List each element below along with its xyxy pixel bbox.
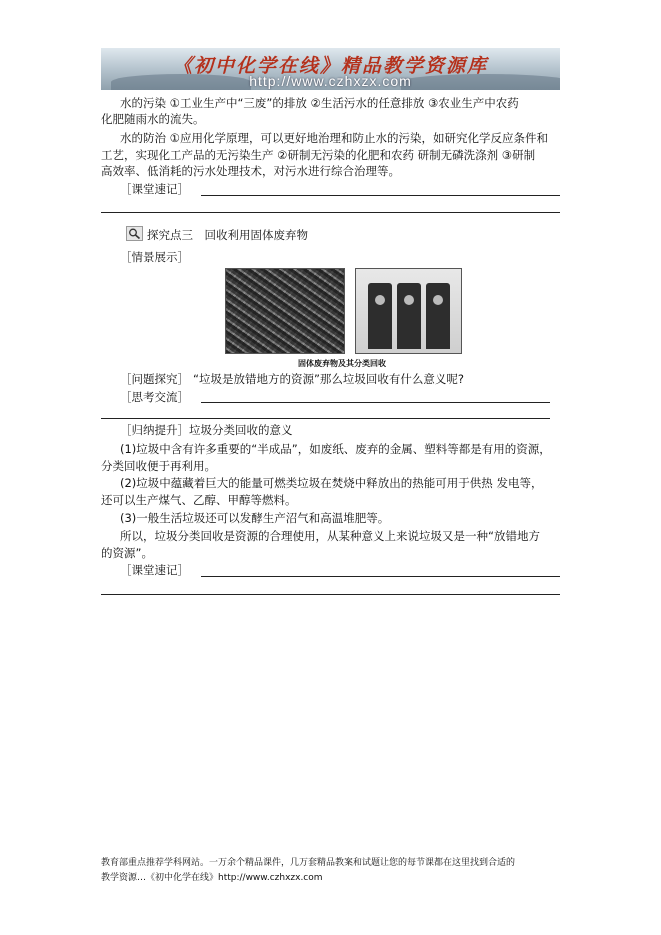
note-label-1: ［课堂速记］ <box>120 182 189 196</box>
summary-p1-line-2: 分类回收便于再利用。 <box>101 459 216 473</box>
footer-line-1: 教育部重点推荐学科网站。一万余个精品课件，几万套精品教案和试题让您的每节课都在这里找到合适的 <box>101 858 516 868</box>
summary-p3-line-1: (3)一般生活垃圾还可以发酵生产沼气和高温堆肥等。 <box>120 511 390 525</box>
note-line <box>201 195 560 196</box>
waste-pile-photo <box>225 268 345 354</box>
bin-icon <box>397 283 421 349</box>
summary-p4-line-2: 的资源”。 <box>101 546 153 560</box>
answer-line <box>201 402 550 403</box>
note-line <box>201 576 560 577</box>
note-line <box>101 594 560 595</box>
banner-url[interactable]: http://www.czhxzx.com <box>249 73 412 89</box>
magnifier-icon <box>126 226 143 241</box>
water-prevention-line-2: 工艺，实现化工产品的无污染生产 ②研制无污染的化肥和农药 研制无磷洗涤剂 ③研制 <box>101 148 536 162</box>
banner-title: 《初中化学在线》精品教学资源库 <box>172 55 488 77</box>
note-line <box>101 212 560 213</box>
header-banner <box>101 48 560 90</box>
photo-caption: 固体废弃物及其分类回收 <box>298 359 386 368</box>
bin-icon <box>368 283 392 349</box>
summary-p4-line-1: 所以，垃圾分类回收是资源的合理使用，从某种意义上来说垃圾又是一种“放错地方 <box>120 529 540 543</box>
water-prevention-line-3: 高效率、低消耗的污水处理技术，对污水进行综合治理等。 <box>101 164 400 178</box>
answer-line <box>101 418 550 419</box>
think-label: ［思考交流］ <box>120 390 189 404</box>
summary-p2-line-2: 还可以生产煤气、乙醇、甲醇等燃料。 <box>101 493 297 507</box>
summary-p2-line-1: (2)垃圾中蕴藏着巨大的能量可燃类垃圾在焚烧中释放出的热能可用于供热 发电等， <box>120 476 543 490</box>
section-title: 探究点三 回收利用固体废弃物 <box>147 228 308 242</box>
scene-label: ［情景展示］ <box>120 250 189 264</box>
water-pollution-line-1: 水的污染 ①工业生产中“三废”的排放 ②生活污水的任意排放 ③农业生产中农药 <box>120 96 519 110</box>
recycling-bins-photo <box>355 268 462 354</box>
question-text: “垃圾是放错地方的资源”那么垃圾回收有什么意义呢? <box>193 372 465 386</box>
bin-icon <box>426 283 450 349</box>
water-prevention-line-1: 水的防治 ①应用化学原理，可以更好地治理和防止水的污染，如研究化学反应条件和 <box>120 131 548 145</box>
footer-line-2[interactable]: 教学资源…《初中化学在线》http://www.czhxzx.com <box>101 873 323 883</box>
water-pollution-line-2: 化肥随雨水的流失。 <box>101 112 205 126</box>
summary-heading: ［归纳提升］垃圾分类回收的意义 <box>120 423 293 437</box>
summary-p1-line-1: (1)垃圾中含有许多重要的“半成品”，如废纸、废弃的金属、塑料等都是有用的资源， <box>120 442 551 456</box>
question-label: ［问题探究］ <box>120 372 189 386</box>
note-label-2: ［课堂速记］ <box>120 563 189 577</box>
